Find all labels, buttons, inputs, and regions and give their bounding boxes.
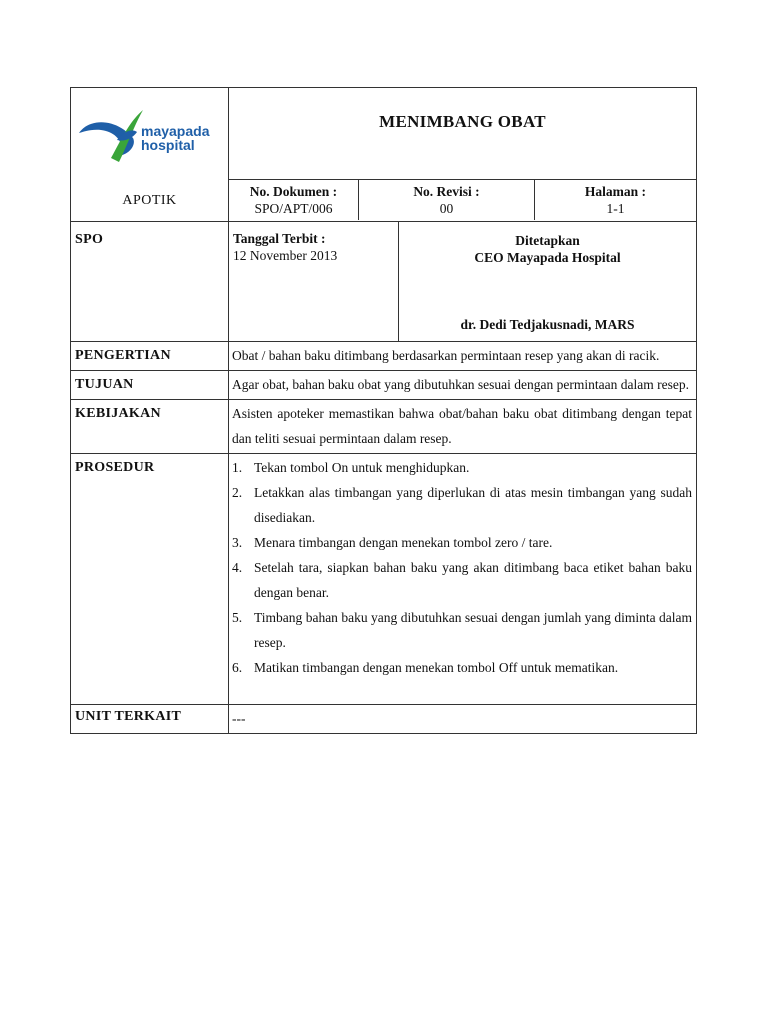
tujuan-row [70,371,697,400]
logo-text-hospital: hospital [141,137,195,153]
doc-number-label: No. Dokumen : [249,184,338,199]
department-label: APOTIK [122,193,177,208]
revision-label: No. Revisi : [413,184,480,199]
prosedur-content [229,454,696,704]
unit-terkait-row [70,705,697,734]
mayapada-hospital-logo [71,88,228,180]
step-text: Tekan tombol On untuk menghidupkan. [254,460,470,475]
spo-label: SPO [71,222,229,341]
approved-label: Ditetapkan [515,233,580,248]
logo-text-mayapada: mayapada [141,123,210,139]
pengertian-row [70,342,697,371]
step-number: 5. [232,610,243,625]
page-value: 1-1 [606,201,625,216]
prosedur-label: PROSEDUR [71,454,229,704]
issue-date-label: Tanggal Terbit : [233,231,326,246]
sop-document [70,87,697,734]
step-text: Matikan timbangan dengan menekan tombol Off untuk mematikan. [254,660,619,675]
issue-date-cell [229,222,399,341]
signatory-name: dr. Dedi Tedjakusnadi, MARS [460,317,635,332]
kebijakan-label: KEBIJAKAN [71,400,229,453]
doc-number-value: SPO/APT/006 [254,201,333,216]
list-item [232,455,692,480]
step-text: Menara timbangan dengan menekan tombol zero / tare. [254,535,553,550]
doc-number-cell [229,180,359,220]
document-title: MENIMBANG OBAT [229,88,696,180]
approved-by: CEO Mayapada Hospital [474,250,621,265]
spo-row [70,222,697,342]
step-number: 2. [232,485,243,500]
header-right [229,88,696,221]
kebijakan-row [70,400,697,454]
step-number: 1. [232,460,243,475]
tujuan-text: Agar obat, bahan baku obat yang dibutuhkan sesuai dengan permintaan dalam resep. [232,377,689,392]
header-left [71,88,229,221]
unit-terkait-label: UNIT TERKAIT [71,705,229,733]
list-item [232,605,692,655]
approval-cell [399,222,696,341]
tujuan-label: TUJUAN [71,371,229,399]
step-text: Timbang bahan baku yang dibutuhkan sesuai dengan jumlah yang diminta dalam resep. [254,610,692,650]
document-header [70,87,697,222]
prosedur-list [232,455,692,680]
list-item [232,555,692,605]
document-meta [229,180,696,220]
list-item [232,530,692,555]
kebijakan-text: Asisten apoteker memastikan bahwa obat/bahan baku obat ditimbang dengan tepat dan teliti sesuai permintaan dalam resep. [232,406,692,446]
pengertian-text: Obat / bahan baku ditimbang berdasarkan permintaan resep yang akan di racik. [232,348,660,363]
logo-wordmark [141,124,209,152]
step-number: 4. [232,560,243,575]
page-label: Halaman : [584,184,647,199]
step-text: Letakkan alas timbangan yang diperlukan di atas mesin timbangan yang sudah disediakan. [254,485,692,525]
page-cell [535,180,696,220]
pengertian-label: PENGERTIAN [71,342,229,370]
list-item [232,655,692,680]
revision-value: 00 [439,201,454,216]
step-number: 3. [232,535,243,550]
step-number: 6. [232,660,243,675]
issue-date-value: 12 November 2013 [233,248,338,263]
list-item [232,480,692,530]
step-text: Setelah tara, siapkan bahan baku yang akan ditimbang baca etiket bahan baku dengan benar. [254,560,692,600]
unit-terkait-text: --- [232,711,246,726]
revision-cell [359,180,535,220]
prosedur-row [70,454,697,705]
